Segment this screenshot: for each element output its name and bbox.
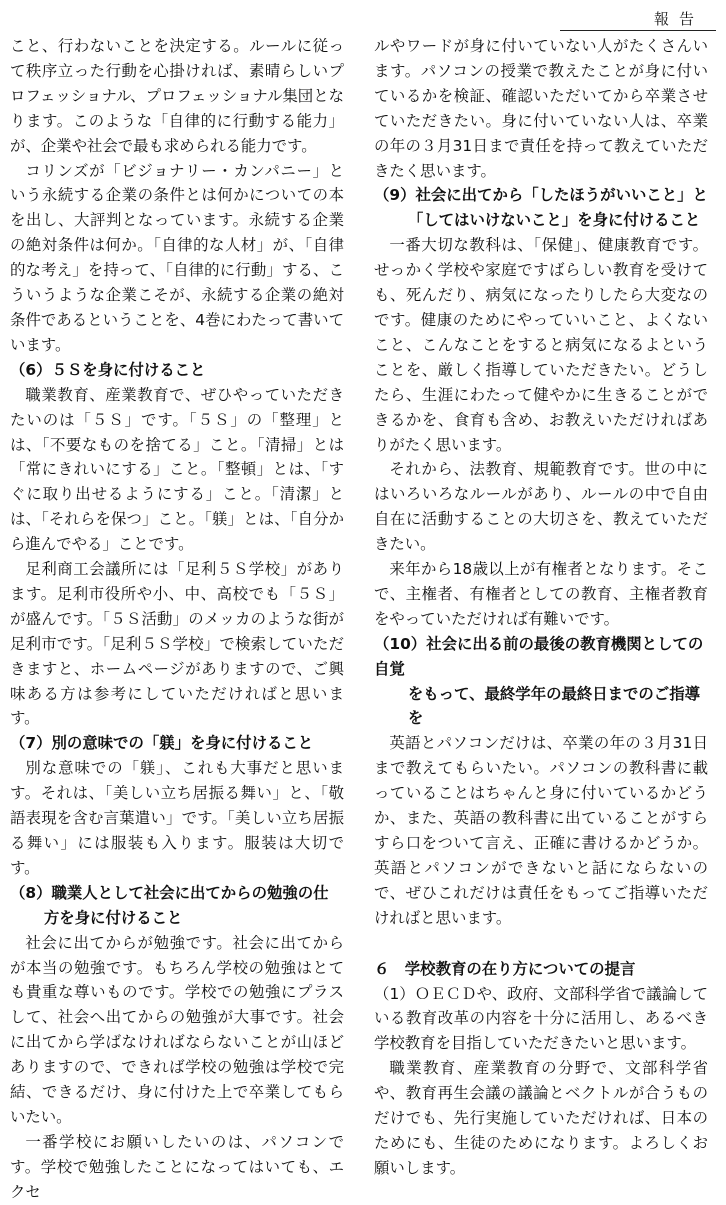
section-heading-9-line2: 「してはいけないこと」を身に付けること bbox=[407, 211, 701, 230]
section-heading-8-line2: 方を身に付けること bbox=[43, 908, 183, 927]
paragraph: 英語とパソコンだけは、卒業の年の３月31日まで教えてもらいたい。パソコンの教科書に載っていることはちゃんと身に付いているかどうか、また、英語の教科書に出ていることがすらすら口をついて言え、正確に書けるかどうか。英語とパソコンができないと話にならないので、ぜひこれだけは責任をもってご指導いただければと思います。 bbox=[374, 734, 708, 927]
paragraph: 別な意味での「躾」、これも大事だと思います。それは、「美しい立ち居振る舞い」と、「敬語表現を含む言葉遣い」です。「美しい立ち居振る舞い」には服装も入ります。服装は大切です。 bbox=[10, 759, 344, 877]
paragraph: ルやワードが身に付いていない人がたくさんいます。パソコンの授業で教えたことが身に付いているかを検証、確認いただいてから卒業させていただきたい。身に付いていない人は、卒業の年の３月31日まで責任を持って教えていただきたく思います。 bbox=[374, 37, 708, 180]
chapter-heading-6: ６ 学校教育の在り方についての提言 bbox=[374, 959, 636, 978]
left-column bbox=[10, 34, 344, 1205]
section-heading-6: （6）５Ｓを身に付けること bbox=[10, 360, 206, 379]
paragraph: 一番学校にお願いしたいのは、パソコンです。学校で勉強したことになってはいても、エクセ bbox=[10, 1132, 344, 1201]
section-heading-8 bbox=[10, 881, 344, 931]
paragraph: 職業教育、産業教育の分野で、文部科学省や、教育再生会議の議論とベクトルが合うものだけでも、先行実施していただければ、日本のためにも、生徒のためになります。よろしくお願いします。 bbox=[374, 1059, 708, 1177]
paragraph: 一番大切な教科は、「保健」、健康教育です。せっかく学校や家庭ですばらしい教育を受けても、死んだり、病気になったりしたら大変なのです。健康のためにやっていいこと、よくないこと、こんなことをすると病気になるよということを、厳しく指導していただきたい。どうしたら、生涯にわたって健やかに生きることができるかを、食育も含め、お教えいただければありがたく思います。 bbox=[374, 236, 708, 454]
page-header-label: 報告 bbox=[653, 10, 704, 28]
section-heading-10-line2: をもって、最終学年の最終日までのご指導を bbox=[407, 684, 700, 728]
paragraph: 来年から18歳以上が有権者となります。そこで、主権者、有権者としての教育、主権者教育をやっていただければ有難いです。 bbox=[374, 560, 708, 628]
paragraph: それから、法教育、規範教育です。世の中にはいろいろなルールがあり、ルールの中で自由自在に活動することの大切さを、教えていただきたい。 bbox=[374, 460, 708, 554]
paragraph: 社会に出てからが勉強です。社会に出てからが本当の勉強です。もちろん学校の勉強はとても貴重な尊いものです。学校での勉強にプラスして、社会へ出てからの勉強が大事です。社会に出てから学ばなければならないことが山ほどありますので、できれば学校の勉強は学校で完結、できるだけ、身に付けた上で卒業してもらいたい。 bbox=[10, 933, 344, 1126]
header-rule bbox=[560, 30, 716, 31]
section-heading-9-line1: （9）社会に出てから「したほうがいいこと」と bbox=[374, 186, 708, 205]
paragraph: （1）ＯＥＣＤや、政府、文部科学省で議論している教育改革の内容を十分に活用し、あるべき学校教育を目指していただきたいと思います。 bbox=[374, 984, 708, 1053]
section-heading-10 bbox=[374, 632, 708, 732]
section-heading-9 bbox=[374, 183, 708, 233]
section-heading-7: （7）別の意味での「躾」を身に付けること bbox=[10, 734, 314, 753]
paragraph: 職業教育、産業教育で、ぜひやっていただきたいのは「５Ｓ」です。「５Ｓ」の「整理」とは、「不要なものを捨てる」こと。「清掃」とは「常にきれいにする」こと。「整頓」とは、「すぐに取り出せるようにする」こと。「清潔」とは、「それらを保つ」こと。「躾」とは、「自分から進んでやる」ことです。 bbox=[10, 385, 344, 554]
paragraph: 足利商工会議所には「足利５Ｓ学校」があります。足利市役所や小、中、高校でも「５Ｓ」が盛んです。「５Ｓ活動」のメッカのような街が足利市です。「足利５Ｓ学校」で検索していただきますと、ホームページがありますので、ご興味ある方は参考にしていただければと思います。 bbox=[10, 560, 344, 728]
section-heading-10-line1: （10）社会に出る前の最後の教育機関としての自覚 bbox=[374, 634, 704, 678]
paragraph: コリンズが「ビジョナリー・カンパニー」という永続する企業の条件とは何かについての本を出し、大評判となっています。永続する企業の絶対条件は何か。「自律的な人材」が、「自律的な考え」を持って、「自律的に行動」する、こういうような企業こそが、永続する企業の絶対条件であるということを、4巻にわたって書いています。 bbox=[10, 161, 344, 354]
section-heading-8-line1: （8）職業人として社会に出てからの勉強の仕 bbox=[10, 883, 329, 902]
paragraph: こと、行わないことを決定する。ルールに従って秩序立った行動を心掛ければ、素晴らしいプロフェッショナル、プロフェッショナル集団となります。このような「自律的に行動する能力」が、企業や社会で最も求められる能力です。 bbox=[10, 37, 344, 155]
right-column bbox=[374, 34, 708, 1181]
